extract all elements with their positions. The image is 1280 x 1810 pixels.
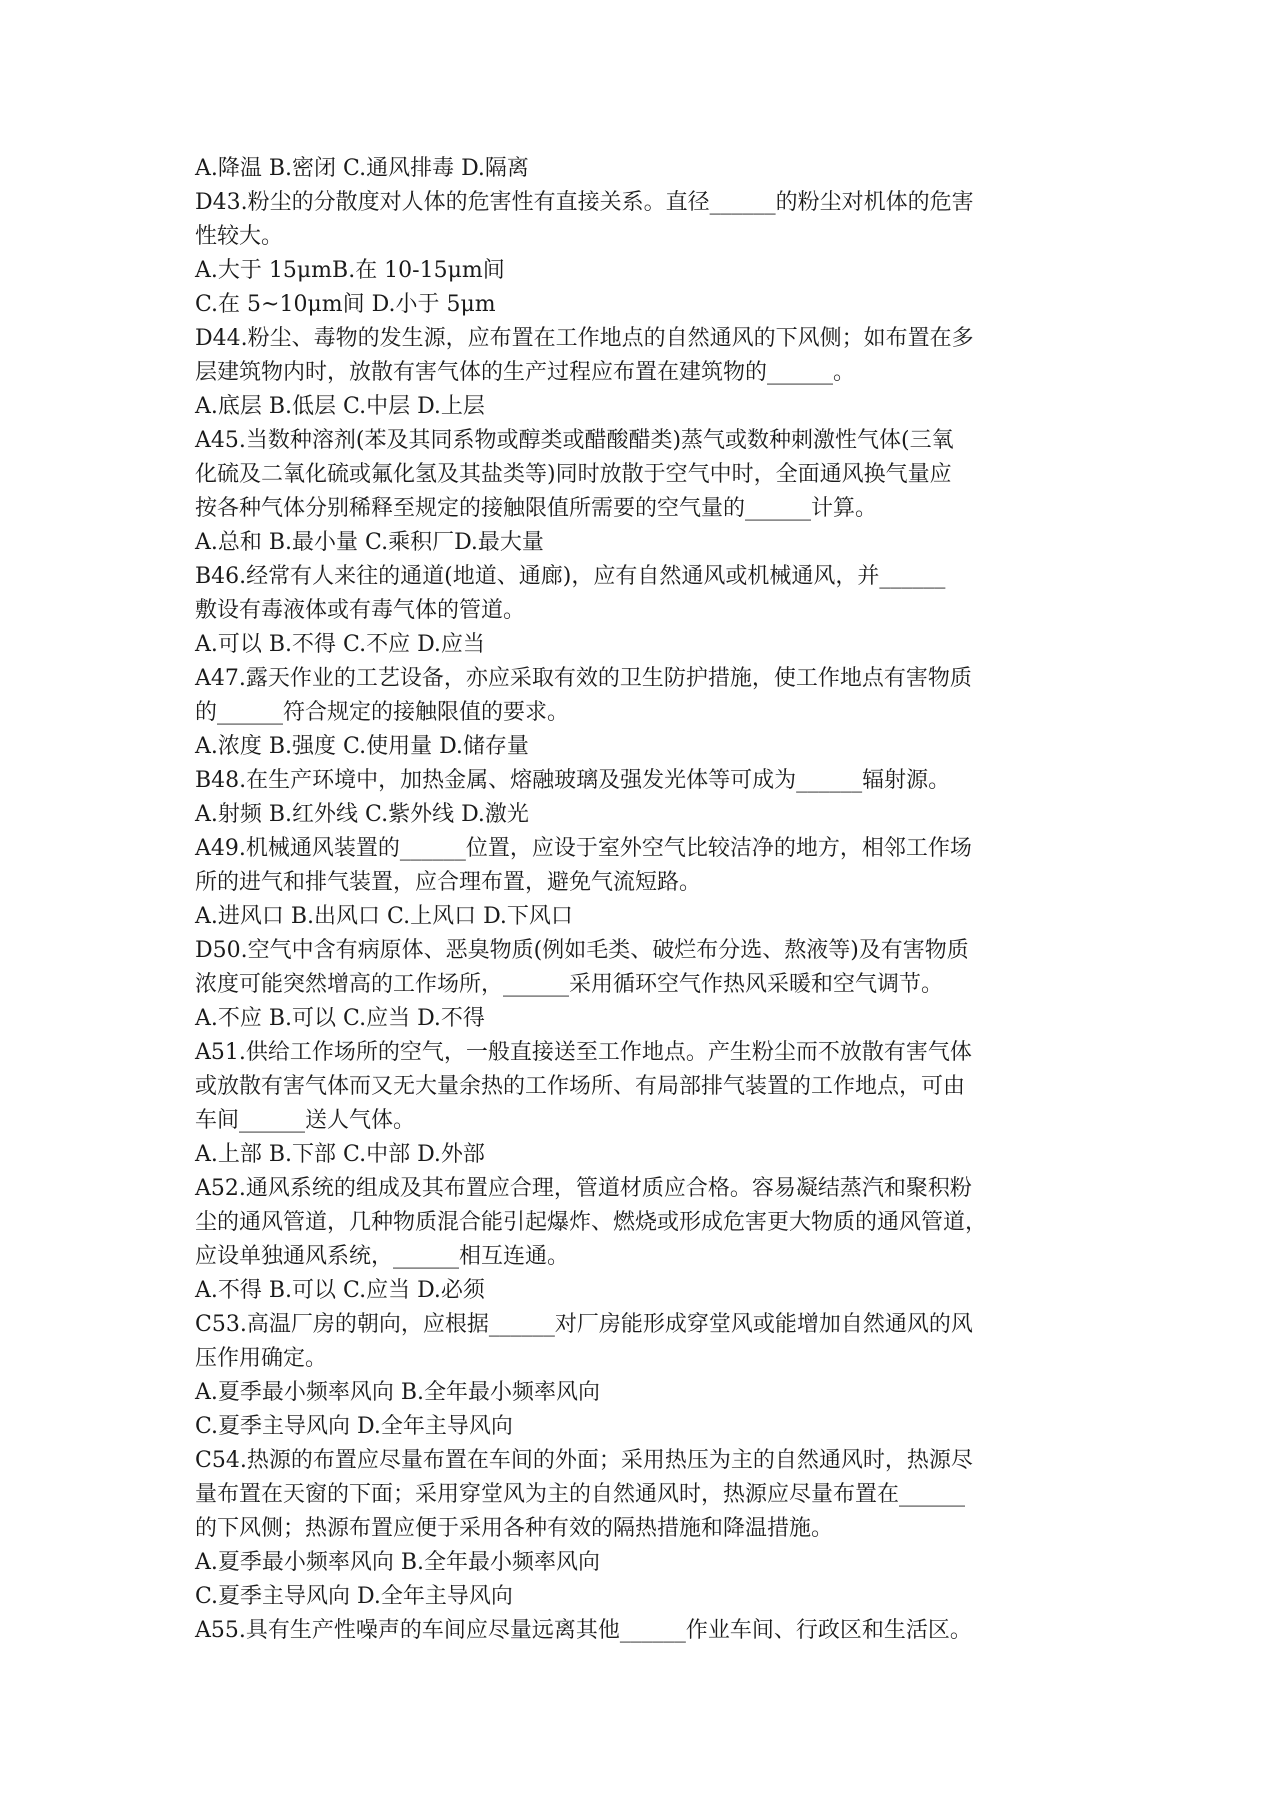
text-line: A.夏季最小频率风向 B.全年最小频率风向 xyxy=(195,1550,601,1575)
text-line: A.上部 B.下部 C.中部 D.外部 xyxy=(195,1142,485,1167)
text-line: A.大于 15μmB.在 10-15μm间 xyxy=(195,258,505,283)
document-page xyxy=(195,152,1097,1648)
text-line: A.射频 B.红外线 C.紫外线 D.激光 xyxy=(195,802,529,827)
text-line: B48.在生产环境中，加热金属、熔融玻璃及强发光体等可成为______辐射源。 xyxy=(195,768,951,793)
text-line: A.不得 B.可以 C.应当 D.必须 xyxy=(195,1278,485,1303)
text-line: A.进风口 B.出风口 C.上风口 D.下风口 xyxy=(195,904,573,929)
text-line: A.可以 B.不得 C.不应 D.应当 xyxy=(195,632,485,657)
text-line: 按各种气体分别稀释至规定的接触限值所需要的空气量的______计算。 xyxy=(195,496,878,521)
text-line: 尘的通风管道，几种物质混合能引起爆炸、燃烧或形成危害更大物质的通风管道， xyxy=(195,1210,988,1235)
text-line: 的______符合规定的接触限值的要求。 xyxy=(195,700,570,725)
text-line: A.浓度 B.强度 C.使用量 D.储存量 xyxy=(195,734,529,759)
text-line: 或放散有害气体而又无大量余热的工作场所、有局部排气装置的工作地点，可由 xyxy=(195,1074,966,1099)
text-line: C.夏季主导风向 D.全年主导风向 xyxy=(195,1414,513,1439)
text-line: B46.经常有人来往的通道(地道、通廊)，应有自然通风或机械通风，并______ xyxy=(195,564,946,589)
text-line: D43.粉尘的分散度对人体的危害性有直接关系。直径______的粉尘对机体的危害 xyxy=(195,190,974,215)
text-line: A49.机械通风装置的______位置，应设于室外空气比较洁净的地方，相邻工作场 xyxy=(195,836,972,861)
text-line: 的下风侧；热源布置应便于采用各种有效的隔热措施和降温措施。 xyxy=(195,1516,834,1541)
text-line: 所的进气和排气装置，应合理布置，避免气流短路。 xyxy=(195,870,702,895)
text-line: D50.空气中含有病原体、恶臭物质(例如毛类、破烂布分选、熬液等)及有害物质 xyxy=(195,938,969,963)
text-line: 应设单独通风系统，______相互连通。 xyxy=(195,1244,570,1269)
text-line: A55.具有生产性噪声的车间应尽量远离其他______作业车间、行政区和生活区。 xyxy=(195,1618,972,1643)
text-line: A47.露天作业的工艺设备，亦应采取有效的卫生防护措施，使工作地点有害物质 xyxy=(195,666,972,691)
text-line: A.降温 B.密闭 C.通风排毒 D.隔离 xyxy=(195,156,529,181)
text-line: A52.通风系统的组成及其布置应合理，管道材质应合格。容易凝结蒸汽和聚积粉 xyxy=(195,1176,972,1201)
text-line: 量布置在天窗的下面；采用穿堂风为主的自然通风时，热源应尽量布置在______ xyxy=(195,1482,966,1507)
text-line: A51.供给工作场所的空气，一般直接送至工作地点。产生粉尘而不放散有害气体 xyxy=(195,1040,972,1065)
text-line: 浓度可能突然增高的工作场所，______采用循环空气作热风采暖和空气调节。 xyxy=(195,972,944,997)
text-line: A.不应 B.可以 C.应当 D.不得 xyxy=(195,1006,485,1031)
text-line: 压作用确定。 xyxy=(195,1346,328,1371)
text-line: C54.热源的布置应尽量布置在车间的外面；采用热压为主的自然通风时，热源尽 xyxy=(195,1448,973,1473)
text-line: D44.粉尘、毒物的发生源，应布置在工作地点的自然通风的下风侧；如布置在多 xyxy=(195,326,974,351)
text-line: A.底层 B.低层 C.中层 D.上层 xyxy=(195,394,485,419)
text-line: C53.高温厂房的朝向，应根据______对厂房能形成穿堂风或能增加自然通风的风 xyxy=(195,1312,973,1337)
text-line: C.在 5~10μm间 D.小于 5μm xyxy=(195,292,496,317)
text-line: C.夏季主导风向 D.全年主导风向 xyxy=(195,1584,513,1609)
text-line: A.夏季最小频率风向 B.全年最小频率风向 xyxy=(195,1380,601,1405)
text-line: 车间______送人气体。 xyxy=(195,1108,416,1133)
text-line: 层建筑物内时，放散有害气体的生产过程应布置在建筑物的______。 xyxy=(195,360,856,385)
text-line: 敷设有毒液体或有毒气体的管道。 xyxy=(195,598,526,623)
text-line: A.总和 B.最小量 C.乘积厂D.最大量 xyxy=(195,530,544,555)
text-line: 性较大。 xyxy=(195,224,284,249)
text-line: A45.当数种溶剂(苯及其同系物或醇类或醋酸醋类)蒸气或数种刺激性气体(三氧 xyxy=(195,428,954,453)
text-line: 化硫及二氧化硫或氟化氢及其盐类等)同时放散于空气中时，全面通风换气量应 xyxy=(195,462,952,487)
